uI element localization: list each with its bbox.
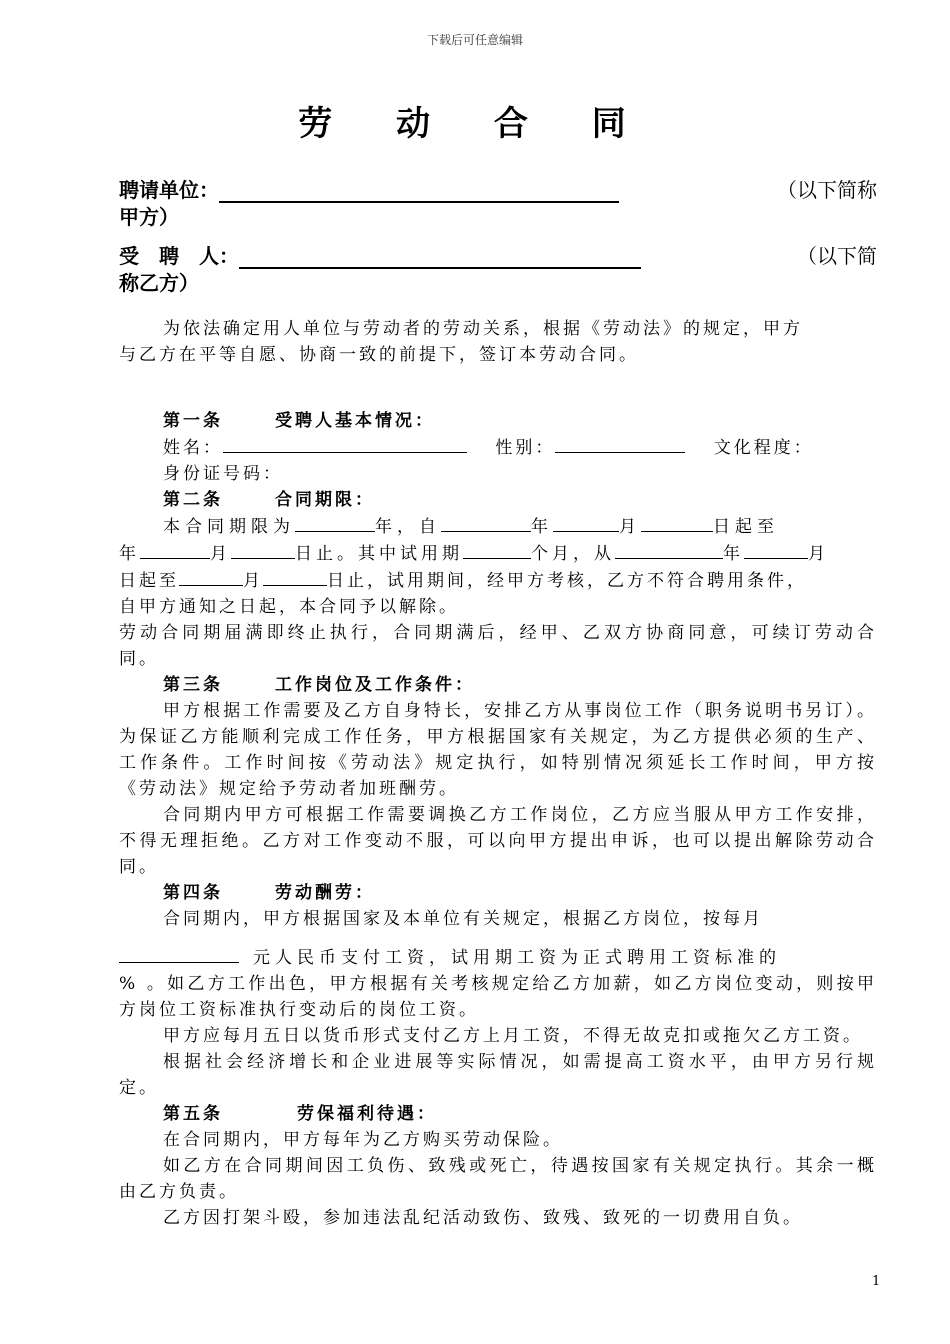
article-1-heading <box>119 408 877 434</box>
party-b-blank <box>239 247 641 269</box>
article-1-num: 第一条 <box>163 411 223 431</box>
party-a-blank <box>219 181 619 203</box>
salary-blank <box>119 944 239 963</box>
term-line-3: 日起至 月 日止，试用期间，经甲方考核，乙方不符合聘用条件， <box>119 567 877 594</box>
article-5-para-1: 在合同期内，甲方每年为乙方购买劳动保险。 <box>163 1130 563 1150</box>
article-4-title: 劳动酬劳： <box>275 883 375 903</box>
basic-info-line <box>119 434 877 461</box>
page-number: 1 <box>872 1274 881 1289</box>
name-blank <box>223 434 467 453</box>
intro-line-2: 与乙方在平等自愿、协商一致的前提下，签订本劳动合同。 <box>119 345 639 365</box>
article-4-para-3: 根据社会经济增长和企业进展等实际情况，如需提高工资水平，由甲方另行规定。 <box>119 1052 877 1098</box>
article-1-title: 受聘人基本情况： <box>275 411 435 431</box>
article-2-title: 合同期限： <box>275 490 375 510</box>
term-line-2: 年 月 日止。其中试用期 个月，从 年 月 <box>119 540 877 567</box>
article-5-para-3: 乙方因打架斗殴，参加违法乱纪活动致伤、致残、致死的一切费用自负。 <box>163 1208 803 1228</box>
article-2-heading <box>119 487 877 513</box>
article-3-para-1: 甲方根据工作需要及乙方自身特长，安排乙方从事岗位工作（职务说明书另订）。为保证乙方能顺利完成工作任务，甲方根据国家有关规定，为乙方提供必须的生产、工作条件。工作时间按《劳动法》规定执行，如特别情况须延长工作时间，甲方按《劳动法》规定给予劳动者加班酬劳。 <box>119 701 877 799</box>
term-line-4: 自甲方通知之日起，本合同予以解除。 <box>119 597 459 617</box>
header-note: 下载后可任意编辑 <box>426 33 523 47</box>
term-renewal: 劳动合同期届满即终止执行，合同期满后，经甲、乙双方协商同意，可续订劳动合同。 <box>119 623 877 669</box>
intro-line-1: 为依法确定用人单位与劳动者的劳动关系，根据《劳动法》的规定，甲方 <box>163 319 803 339</box>
salary-line-1: 合同期内，甲方根据国家及本单位有关规定，根据乙方岗位，按每月 <box>163 909 763 929</box>
name-label: 姓名： <box>163 438 223 458</box>
document-title: 劳 动 合 同 <box>298 104 652 144</box>
article-5-title: 劳保福利待遇： <box>297 1104 437 1124</box>
party-a-line <box>119 175 877 231</box>
article-3-num: 第三条 <box>163 675 223 695</box>
article-4-num: 第四条 <box>163 883 223 903</box>
article-3-para-2: 合同期内甲方可根据工作需要调换乙方工作岗位，乙方应当服从甲方工作安排，不得无理拒绝。乙方对工作变动不服，可以向甲方提出申诉，也可以提出解除劳动合同。 <box>119 805 877 877</box>
term-line-1: 本合同期限为 年，自 年 月 日起至 <box>119 513 877 540</box>
id-number-label: 身份证号码： <box>163 464 283 484</box>
contract-body <box>119 316 877 1231</box>
gender-label: 性别： <box>495 438 556 458</box>
party-b-label: 受 聘 人： <box>119 244 239 268</box>
salary-line-2: 元人民币支付工资，试用期工资为正式聘用工资标准的 <box>119 944 877 971</box>
article-3-title: 工作岗位及工作条件： <box>275 675 475 695</box>
salary-rest: % 。如乙方工作出色，甲方根据有关考核规定给乙方加薪，如乙方岗位变动，则按甲方岗位工资标准执行变动后的岗位工资。 <box>119 974 877 1020</box>
article-2-num: 第二条 <box>163 490 223 510</box>
article-5-para-2: 如乙方在合同期间因工负伤、致残或死亡，待遇按国家有关规定执行。其余一概由乙方负责。 <box>119 1156 877 1202</box>
article-5-heading <box>119 1101 877 1127</box>
article-5-num: 第五条 <box>163 1104 223 1124</box>
party-a-suffix: （以下简称 <box>777 178 877 202</box>
party-a-label: 聘请单位： <box>119 178 219 202</box>
party-b-cont: 称乙方） <box>119 271 199 295</box>
party-b-suffix: （以下简 <box>797 244 877 268</box>
article-4-heading <box>119 880 877 906</box>
party-a-cont: 甲方） <box>119 205 179 229</box>
article-4-para-2: 甲方应每月五日以货币形式支付乙方上月工资，不得无故克扣或拖欠乙方工资。 <box>163 1026 863 1046</box>
education-label: 文化程度： <box>713 438 814 458</box>
gender-blank <box>555 434 685 453</box>
party-b-line <box>119 241 877 297</box>
article-3-heading <box>119 672 877 698</box>
